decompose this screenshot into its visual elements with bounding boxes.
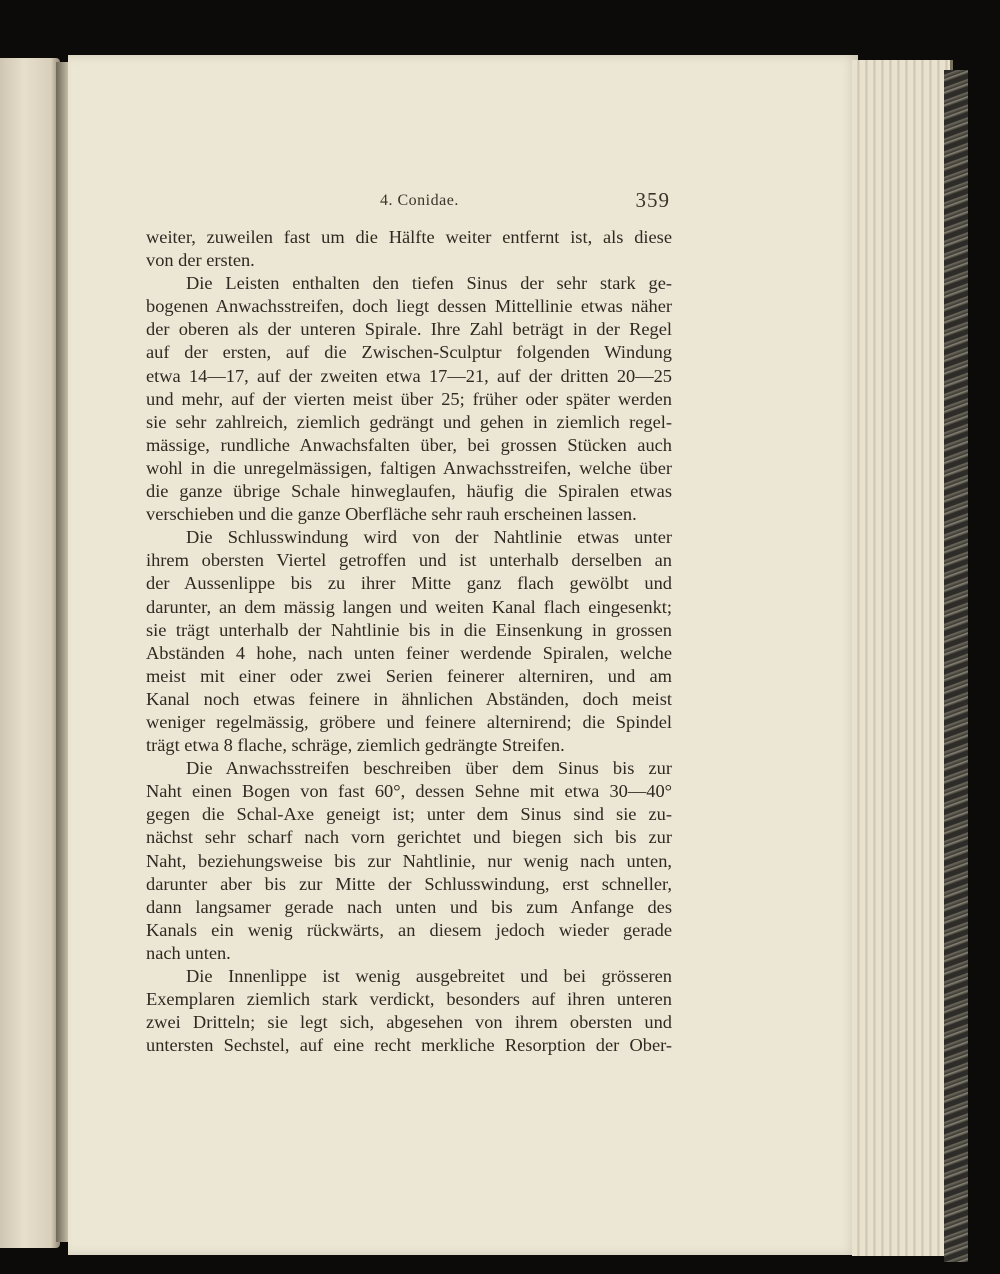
paragraph — [146, 226, 672, 272]
text-line: Die Schlusswindung wird von der Nahtlinie etwas unter — [186, 527, 672, 548]
text-line: untersten Sechstel, auf eine recht merkliche Resorption der Ober- — [146, 1035, 672, 1056]
text-line: Exemplaren ziemlich stark verdickt, besonders auf ihren unteren — [146, 989, 672, 1010]
text-line: Naht einen Bogen von fast 60°, dessen Sehne mit etwa 30—40° — [146, 781, 672, 802]
text-line: Abständen 4 hohe, nach unten feiner werdende Spiralen, welche — [146, 642, 672, 663]
text-line: wohl in die unregelmässigen, faltigen Anwachsstreifen, welche über — [146, 457, 672, 478]
text-line: der oberen als der unteren Spirale. Ihre Zahl beträgt in der Regel — [146, 319, 672, 340]
text-line: bogenen Anwachsstreifen, doch liegt dessen Mittellinie etwas näher — [146, 296, 672, 317]
text-line: meist mit einer oder zwei Serien feinerer alterniren, und am — [146, 665, 672, 686]
text-line: etwa 14—17, auf der zweiten etwa 17—21, auf der dritten 20—25 — [146, 365, 672, 386]
text-line: Kanal noch etwas feinere in ähnlichen Abständen, doch meist — [146, 688, 672, 709]
text-line: darunter aber bis zur Mitte der Schlusswindung, erst schneller, — [146, 873, 672, 894]
text-line: zwei Dritteln; sie legt sich, abgesehen von ihrem obersten und — [146, 1012, 672, 1033]
left-page-edge — [0, 58, 60, 1248]
paragraph — [146, 965, 672, 1057]
text-line: verschieben und die ganze Oberfläche sehr rauh erscheinen lassen. — [146, 504, 637, 525]
text-line: ihrem obersten Viertel getroffen und ist unterhalb derselben an — [146, 550, 672, 571]
text-line: nach unten. — [146, 942, 231, 963]
text-line: und mehr, auf der vierten meist über 25; früher oder später werden — [146, 388, 672, 409]
page-number: 359 — [635, 188, 670, 212]
page-header — [80, 188, 670, 218]
text-line: Die Leisten enthalten den tiefen Sinus der sehr stark ge- — [186, 273, 672, 294]
text-line: sie trägt unterhalb der Nahtlinie bis in die Einsenkung in grossen — [146, 619, 672, 640]
text-line: gegen die Schal-Axe geneigt ist; unter dem Sinus sind sie zu- — [146, 804, 672, 825]
text-line: sie sehr zahlreich, ziemlich gedrängt und gehen in ziemlich regel- — [146, 411, 672, 432]
text-line: Kanals ein wenig rückwärts, an diesem jedoch wieder gerade — [146, 919, 672, 940]
page-edges-stack — [852, 60, 953, 1256]
marbled-cover-edge — [944, 70, 968, 1262]
text-line: die ganze übrige Schale hinweglaufen, häufig die Spiralen etwas — [146, 481, 672, 502]
text-line: mässige, rundliche Anwachsfalten über, bei grossen Stücken auch — [146, 434, 672, 455]
running-title: 4. Conidae. — [380, 192, 459, 209]
text-line: Die Anwachsstreifen beschreiben über dem Sinus bis zur — [186, 758, 672, 779]
text-line: nächst sehr scharf nach vorn gerichtet und biegen sich bis zur — [146, 827, 672, 848]
text-line: von der ersten. — [146, 250, 255, 271]
text-line: darunter, an dem mässig langen und weiten Kanal flach eingesenkt; — [146, 596, 672, 617]
text-line: weniger regelmässig, gröbere und feinere alternirend; die Spindel — [146, 711, 672, 732]
text-line: Naht, beziehungsweise bis zur Nahtlinie, nur wenig nach unten, — [146, 850, 672, 871]
text-line: dann langsamer gerade nach unten und bis zum Anfange des — [146, 896, 672, 917]
text-line: weiter, zuweilen fast um die Hälfte weiter entfernt ist, als diese — [146, 227, 672, 247]
paragraph — [146, 757, 672, 965]
text-line: trägt etwa 8 flache, schräge, ziemlich gedrängte Streifen. — [146, 735, 565, 756]
text-line: Die Innenlippe ist wenig ausgebreitet und bei grösseren — [186, 966, 672, 986]
body-text — [146, 226, 672, 1057]
paragraph — [146, 272, 672, 526]
paragraph — [146, 526, 672, 757]
text-line: der Aussenlippe bis zu ihrer Mitte ganz flach gewölbt und — [146, 573, 672, 594]
text-line: auf der ersten, auf die Zwischen-Sculptur folgenden Windung — [146, 342, 672, 363]
